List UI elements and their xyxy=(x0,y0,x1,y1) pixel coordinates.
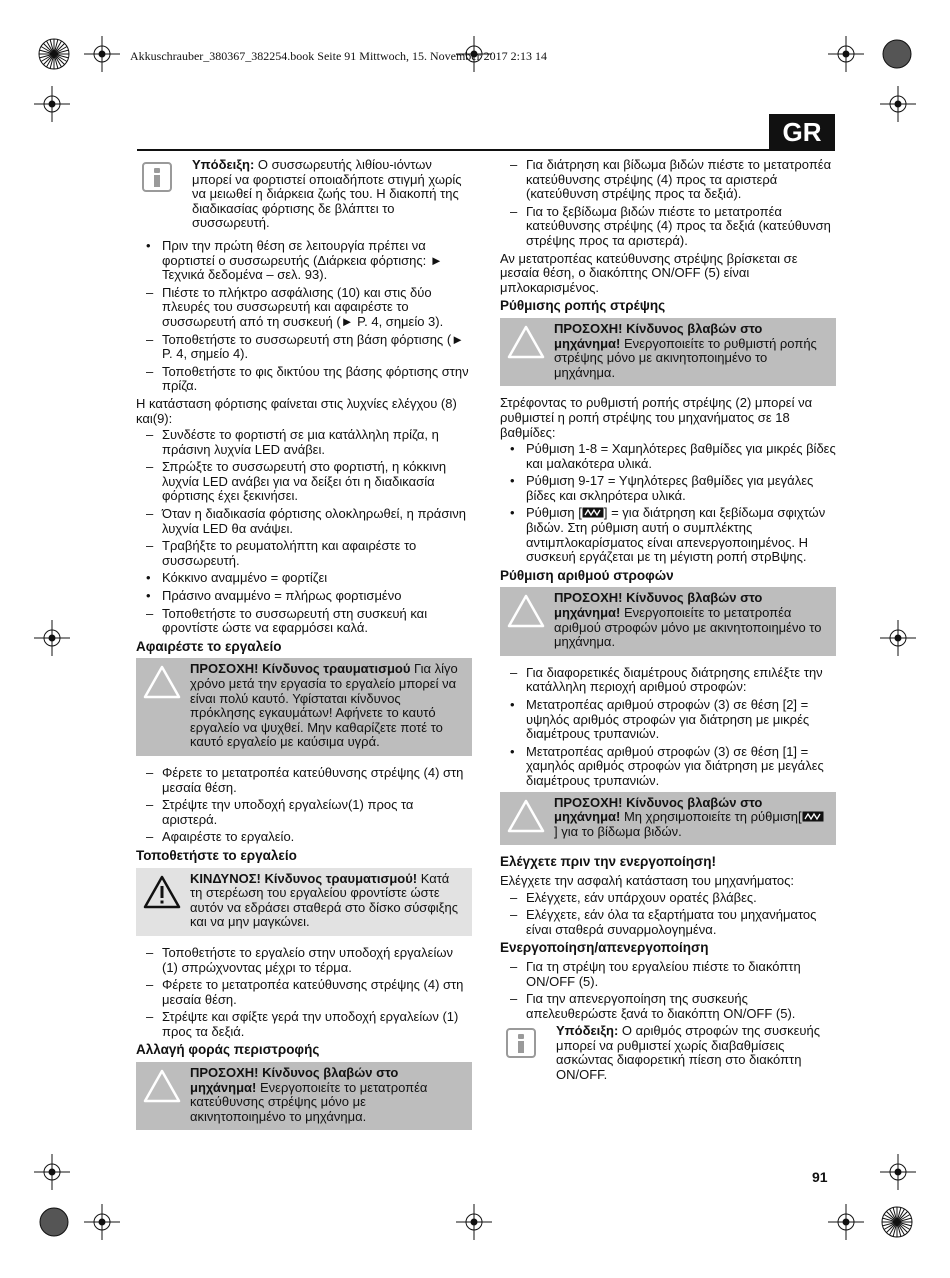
info-icon xyxy=(142,162,172,192)
danger-text: ΚΙΝΔΥΝΟΣ! Κίνδυνος τραυματισμού! Κατά τη στερέωση του εργαλείου φροντίστε ώστε αυτόν να εδράσει σταθερά στο δίσκο σύσφιξης και να μην μαγκώνει. xyxy=(190,870,458,930)
list-item: – Για τη στρέψη του εργαλείου πιέστε το διακόπτη ON/OFF (5). xyxy=(510,958,801,989)
list-item: – Αφαιρέστε το εργαλείο. xyxy=(146,829,295,845)
list-item: – Στρέψτε και σφίξτε γερά την υποδοχή εργαλείων (1) προς τα δεξιά. xyxy=(146,1009,459,1039)
warning-text: ΠΡΟΣΟΧΗ! Κίνδυνος βλαβών στο μηχάνημα! Ενεργοποιείτε το μετατροπέα κατεύθυνσης στρέψης μόνο με ακινητοποιημένο το μηχάνημα. xyxy=(190,1065,428,1124)
right-column xyxy=(500,158,836,1091)
warning-triangle-icon xyxy=(506,798,546,834)
heading-torque: Ρύθμισης ροπής στρέψης xyxy=(500,298,666,314)
list-item: • Μετατροπέας αριθμού στροφών (3) σε θέση [1] = χαμηλός αριθμός στροφών για διάτρηση με μεγάλες διαμέτρους τρυπανιών. xyxy=(510,743,824,788)
heading-insert-tool: Τοποθετήστε το εργαλείο xyxy=(136,847,297,863)
list-item: • Κόκκινο αναμμένο = φορτίζει xyxy=(146,570,328,586)
list-item: • Μετατροπέας αριθμού στροφών (3) σε θέση [2] = υψηλός αριθμός στροφών για διάτρηση με μικρές διαμέτρους τρυπανιών. xyxy=(510,697,810,742)
warning-box-speed xyxy=(500,587,836,655)
warning-box-drill-setting xyxy=(500,792,836,846)
heading-remove-tool: Αφαιρέστε το εργαλείο xyxy=(136,638,282,654)
list-torque-settings xyxy=(500,442,836,565)
list-direction xyxy=(500,158,836,249)
list-item: – Για το ξεβίδωμα βιδών πιέστε το μετατροπέα κατεύθυνσης στρέψης (4) προς τα δεξιά (κατεύθυνση στρέψης προς τα αριστερά). xyxy=(510,203,831,248)
list-item: – Στρέψτε την υποδοχή εργαλείων(1) προς τα αριστερά. xyxy=(146,797,414,827)
drill-setting-icon xyxy=(802,811,824,822)
warning-triangle-icon xyxy=(142,1068,182,1104)
warning-text: ΠΡΟΣΟΧΗ! Κίνδυνος βλαβών στο μηχάνημα! Ενεργοποιείτε το ρυθμιστή ροπής στρέψης μόνο με ακινητοποιημένο το μηχάνημα. xyxy=(554,320,817,380)
heading-check: Ελέγχετε πριν την ενεργοποίηση! xyxy=(500,854,716,870)
paragraph: Ελέγχετε την ασφαλή κατάσταση του μηχανήματος: xyxy=(500,872,795,888)
heading-rotation: Αλλαγή φοράς περιστροφής xyxy=(136,1042,320,1058)
list-charging-steps xyxy=(136,428,472,636)
list-item: • Πράσινο αναμμένο = πλήρως φορτισμένο xyxy=(146,588,402,604)
warning-triangle-icon xyxy=(506,593,546,629)
list-remove-steps xyxy=(136,766,472,845)
warning-triangle-icon xyxy=(142,664,182,700)
list-item: – Τοποθετήστε το συσσωρευτή στη συσκευή και φροντίστε ώστε να εφαρμόσει καλά. xyxy=(146,605,428,636)
list-item: • Ρύθμιση [ ] = για διάτρηση και ξεβίδωμα σφιχτών βιδών. Στη ρύθμιση αυτή ο συμπλέκτης αντιμπλοκαρίσματος είναι απενεργοποιημένος. Η συσκευή εργάζεται με τη μέγιστη ροπή στρΒψης. xyxy=(510,505,826,565)
list-on-off xyxy=(500,960,836,1021)
list-item: – Για την απενεργοποίηση της συσκευής απελευθερώστε ξανά το διακόπτη ON/OFF (5). xyxy=(510,991,796,1021)
list-speed-ranges xyxy=(500,666,836,789)
book-file-line: Akkuschrauber_380367_382254.book Seite 91 Mittwoch, 15. November 2017 2:13 14 xyxy=(130,49,547,63)
note-text xyxy=(192,158,472,231)
drill-setting-icon xyxy=(582,507,604,518)
warning-box-rotation xyxy=(136,1062,472,1130)
note-speed xyxy=(500,1024,836,1082)
danger-box-insert xyxy=(136,868,472,936)
note-text: Υπόδειξη: Ο αριθμός στροφών της συσκευής μπορεί να ρυθμιστεί χωρίς διαβαθμίσεις ασκώντας διαφορετική πίεση στο διακόπτη ON/OFF. xyxy=(556,1023,821,1083)
warning-text: ΠΡΟΣΟΧΗ! Κίνδυνος βλαβών στο μηχάνημα! Μη χρησιμοποιείτε τη ρύθμιση[] για το βίδωμα βιδών. xyxy=(554,796,826,840)
list-item: • Ρύθμιση 9-17 = Υψηλότερες βαθμίδες για μεγάλες βίδες και σκληρότερα υλικά. xyxy=(510,473,814,503)
paragraph: Αν μετατροπέας κατεύθυνσης στρέψης βρίσκεται σε μεσαία θέση, ο διακόπτης ON/OFF (5) είναι μπλοκαρισμένος. xyxy=(500,250,798,295)
header-rule xyxy=(137,149,835,151)
list-item: – Τοποθετήστε το φις δικτύου της βάσης φόρτισης στην πρίζα. xyxy=(146,363,469,394)
warning-box-torque xyxy=(500,318,836,386)
language-badge: GR xyxy=(769,114,835,150)
list-item: • Πριν την πρώτη θέση σε λειτουργία πρέπει να φορτιστεί ο συσσωρευτής (Διάρκεια φόρτισης: ► Τεχνικά δεδομένα – σελ. 93). xyxy=(146,237,443,283)
note-label: Υπόδειξη: xyxy=(192,157,255,172)
list-item: – Τραβήξτε το ρευματολήπτη και αφαιρέστε το συσσωρευτή. xyxy=(146,538,417,568)
warning-box-hot-tool xyxy=(136,658,472,756)
list-checks xyxy=(500,891,836,938)
list-item: – Φέρετε το μετατροπέα κατεύθυνσης στρέψης (4) στη μεσαία θέση. xyxy=(146,764,464,795)
list-item: – Για διάτρηση και βίδωμα βιδών πιέστε το μετατροπέα κατεύθυνσης στρέψης (4) προς τα αριστερά (κατεύθυνση στρέψης προς τα δεξιά). xyxy=(510,157,832,202)
list-item: – Τοποθετήστε το συσσωρευτή στη βάση φόρτισης (► P. 4, σημείο 4). xyxy=(146,331,465,362)
list-item: – Συνδέστε το φορτιστή σε μια κατάλληλη πρίζα, η πράσινη λυχνία LED ανάβει. xyxy=(146,427,439,457)
paragraph: Στρέφοντας το ρυθμιστή ροπής στρέψης (2) μπορεί να ρυθμιστεί η ροπή στρέψης του μηχανήματος σε 18 βαθμίδες: xyxy=(500,395,813,440)
list-item: – Όταν η διαδικασία φόρτισης ολοκληρωθεί, η πράσινη λυχνία LED θα ανάψει. xyxy=(146,506,466,536)
note-body: Ο συσσωρευτής λιθίου-ιόντων μπορεί να φορτιστεί οποιαδήποτε στιγμή χωρίς να μειωθεί η διάρκεια ζωής του. Η διακοπή της διαδικασίας φόρτισης δε βλάπτει το συσσωρευτή. xyxy=(192,157,462,231)
page-number: 91 xyxy=(812,1169,828,1185)
left-column xyxy=(136,158,472,1140)
list-item: – Φέρετε το μετατροπέα κατεύθυνσης στρέψης (4) στη μεσαία θέση. xyxy=(146,977,464,1007)
list-item: • Ρύθμιση 1-8 = Χαμηλότερες βαθμίδες για μικρές βίδες και μαλακότερα υλικά. xyxy=(510,441,836,471)
warning-text: ΠΡΟΣΟΧΗ! Κίνδυνος τραυματισμού Για λίγο χρόνο μετά την εργασία το εργαλείο μπορεί να είναι πολύ καυτό. Υφίσταται κίνδυνος πρόκλησης εγκαυμάτων! Αφήνετε το καυτό εργαλείο να ψυχθεί. Μην καθαρίζετε ποτέ το καυτό εργαλείο με καύσιμα υγρά. xyxy=(190,661,458,750)
warning-text: ΠΡΟΣΟΧΗ! Κίνδυνος βλαβών στο μηχάνημα! Ενεργοποιείτε το μετατροπέα αριθμού στροφών μόνο με ακινητοποιημένο το μηχάνημα. xyxy=(554,590,822,650)
heading-on-off: Ενεργοποίηση/απενεργοποίηση xyxy=(500,940,709,956)
list-item: – Σπρώξτε το συσσωρευτή στο φορτιστή, η κόκκινη λυχνία LED ανάβει για να δείξει ότι η διαδικασία φόρτισης έχει ξεκινήσει. xyxy=(146,459,447,504)
list-item: – Ελέγχετε, εάν όλα τα εξαρτήματα του μηχανήματος είναι σταθερά συναρμολογημένα. xyxy=(510,907,817,937)
list-insert-steps xyxy=(136,946,472,1040)
danger-triangle-icon xyxy=(142,874,182,910)
paragraph: Η κατάσταση φόρτισης φαίνεται στις λυχνίες ελέγχου (8) και(9): xyxy=(136,395,457,426)
list-item: – Για διαφορετικές διαμέτρους διάτρησης επιλέξτε την κατάλληλη περιοχή αριθμού στροφών: xyxy=(510,664,823,695)
list-charging-prep xyxy=(136,239,472,394)
note-battery xyxy=(136,158,472,231)
list-item: – Τοποθετήστε το εργαλείο στην υποδοχή εργαλείων (1) σπρώχνοντας μέχρι το τέρμα. xyxy=(146,944,454,975)
list-item: – Ελέγχετε, εάν υπάρχουν ορατές βλάβες. xyxy=(510,889,757,905)
list-item: – Πιέστε το πλήκτρο ασφάλισης (10) και στις δύο πλευρές του συσσωρευτή και αφαιρέστε το συσσωρευτή από τη συσκευή (► P. 4, σημείο 3). xyxy=(146,284,444,329)
info-icon xyxy=(506,1028,536,1058)
warning-triangle-icon xyxy=(506,324,546,360)
heading-speed: Ρύθμιση αριθμού στροφών xyxy=(500,567,674,583)
